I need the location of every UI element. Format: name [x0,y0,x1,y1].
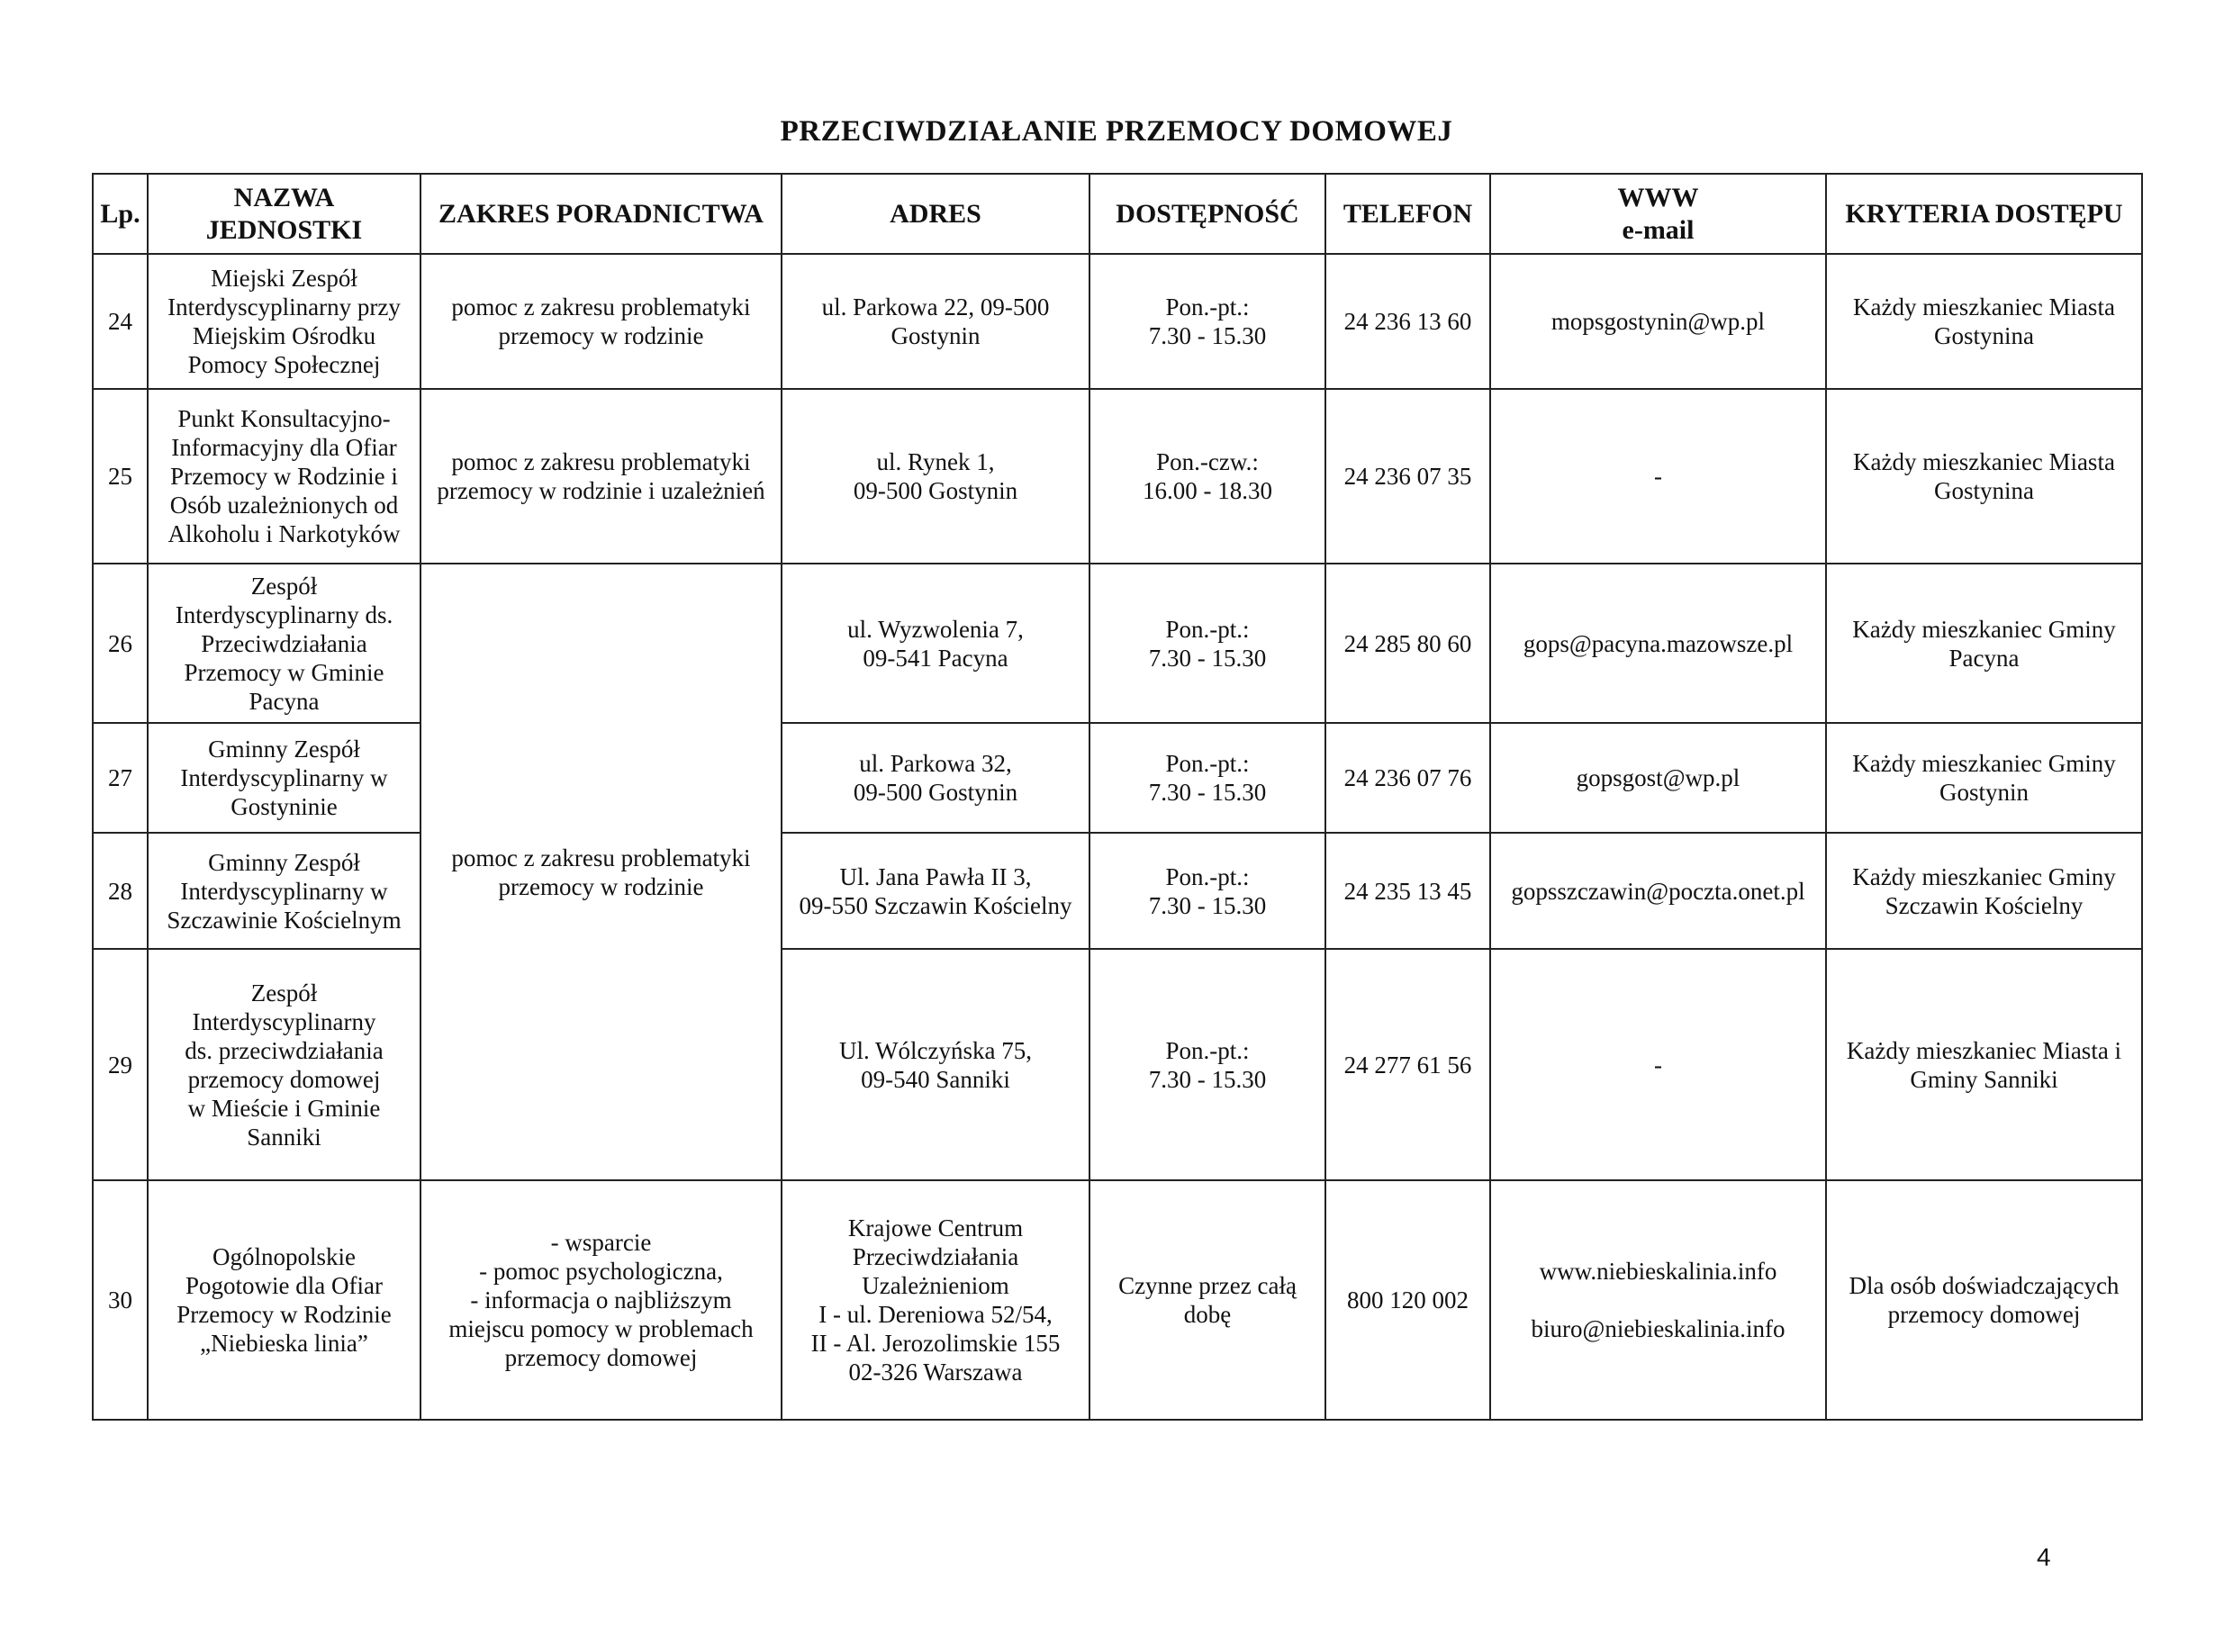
header-adres: ADRES [782,174,1089,254]
header-nazwa: NAZWA JEDNOSTKI [148,174,420,254]
cell-adres: ul. Parkowa 32, 09-500 Gostynin [782,723,1089,833]
table-row [93,833,2142,949]
cell-email: gopsszczawin@poczta.onet.pl [1490,833,1826,949]
cell-lp: 24 [93,254,148,389]
header-telefon: TELEFON [1325,174,1490,254]
services-table [92,173,2143,1421]
cell-lp: 25 [93,389,148,564]
cell-lp: 30 [93,1180,148,1420]
cell-adres: Ul. Jana Pawła II 3, 09-550 Szczawin Kościelny [782,833,1089,949]
cell-dostepnosc: Pon.-pt.: 7.30 - 15.30 [1089,833,1325,949]
cell-telefon: 24 277 61 56 [1325,949,1490,1180]
table-row [93,389,2142,564]
cell-telefon: 24 285 80 60 [1325,564,1490,723]
table-row [93,723,2142,833]
cell-telefon: 800 120 002 [1325,1180,1490,1420]
table-header-row [93,174,2142,254]
cell-nazwa: Ogólnopolskie Pogotowie dla Ofiar Przemocy w Rodzinie „Niebieska linia” [148,1180,420,1420]
header-kryteria: KRYTERIA DOSTĘPU [1826,174,2142,254]
cell-nazwa: Gminny Zespół Interdyscyplinarny w Szczawinie Kościelnym [148,833,420,949]
cell-adres: Krajowe Centrum Przeciwdziałania Uzależnieniom I - ul. Dereniowa 52/54, II - Al. Jerozolimskie 155 02-326 Warszawa [782,1180,1089,1420]
cell-email: gopsgost@wp.pl [1490,723,1826,833]
cell-zakres: pomoc z zakresu problematyki przemocy w rodzinie [420,254,782,389]
cell-nazwa: Punkt Konsultacyjno- Informacyjny dla Ofiar Przemocy w Rodzinie i Osób uzależnionych od Alkoholu i Narkotyków [148,389,420,564]
cell-lp: 26 [93,564,148,723]
cell-dostepnosc: Pon.-pt.: 7.30 - 15.30 [1089,254,1325,389]
cell-lp: 28 [93,833,148,949]
cell-kryteria: Każdy mieszkaniec Miasta Gostynina [1826,254,2142,389]
page-number: 4 [2037,1543,2051,1571]
cell-telefon: 24 236 07 35 [1325,389,1490,564]
cell-adres: Ul. Wólczyńska 75, 09-540 Sanniki [782,949,1089,1180]
cell-email: gops@pacyna.mazowsze.pl [1490,564,1826,723]
cell-email: mopsgostynin@wp.pl [1490,254,1826,389]
cell-zakres: pomoc z zakresu problematyki przemocy w rodzinie i uzależnień [420,389,782,564]
cell-telefon: 24 236 07 76 [1325,723,1490,833]
cell-www-email: www.niebieskalinia.info biuro@niebieskalinia.info [1490,1180,1826,1420]
table-row [93,1180,2142,1420]
cell-adres: ul. Rynek 1, 09-500 Gostynin [782,389,1089,564]
cell-kryteria: Każdy mieszkaniec Gminy Pacyna [1826,564,2142,723]
cell-nazwa: Gminny Zespół Interdyscyplinarny w Gostyninie [148,723,420,833]
table-row [93,254,2142,389]
cell-dostepnosc: Pon.-pt.: 7.30 - 15.30 [1089,723,1325,833]
cell-kryteria: Każdy mieszkaniec Gminy Szczawin Kościelny [1826,833,2142,949]
cell-dostepnosc: Pon.-pt.: 7.30 - 15.30 [1089,564,1325,723]
cell-nazwa: Miejski Zespół Interdyscyplinarny przy Miejskim Ośrodku Pomocy Społecznej [148,254,420,389]
cell-dostepnosc: Pon.-czw.: 16.00 - 18.30 [1089,389,1325,564]
table-row [93,949,2142,1180]
cell-kryteria: Każdy mieszkaniec Gminy Gostynin [1826,723,2142,833]
header-zakres: ZAKRES PORADNICTWA [420,174,782,254]
cell-lp: 29 [93,949,148,1180]
cell-kryteria: Każdy mieszkaniec Miasta i Gminy Sanniki [1826,949,2142,1180]
table-row [93,564,2142,723]
cell-email: - [1490,389,1826,564]
cell-email: - [1490,949,1826,1180]
header-lp: Lp. [93,174,148,254]
header-www: WWW e-mail [1490,174,1826,254]
cell-dostepnosc: Pon.-pt.: 7.30 - 15.30 [1089,949,1325,1180]
cell-telefon: 24 235 13 45 [1325,833,1490,949]
cell-adres: ul. Wyzwolenia 7, 09-541 Pacyna [782,564,1089,723]
cell-kryteria: Dla osób doświadczających przemocy domowej [1826,1180,2142,1420]
cell-telefon: 24 236 13 60 [1325,254,1490,389]
cell-adres: ul. Parkowa 22, 09-500 Gostynin [782,254,1089,389]
cell-nazwa: Zespół Interdyscyplinarny ds. Przeciwdziałania Przemocy w Gminie Pacyna [148,564,420,723]
cell-lp: 27 [93,723,148,833]
cell-zakres: - wsparcie - pomoc psychologiczna, - informacja o najbliższym miejscu pomocy w problemach przemocy domowej [420,1180,782,1420]
cell-kryteria: Każdy mieszkaniec Miasta Gostynina [1826,389,2142,564]
cell-nazwa: Zespół Interdyscyplinarny ds. przeciwdziałania przemocy domowej w Mieście i Gminie Sanniki [148,949,420,1180]
header-dostepnosc: DOSTĘPNOŚĆ [1089,174,1325,254]
cell-zakres-shared: pomoc z zakresu problematyki przemocy w rodzinie [420,564,782,1180]
cell-dostepnosc: Czynne przez całą dobę [1089,1180,1325,1420]
page-title: PRZECIWDZIAŁANIE PRZEMOCY DOMOWEJ [780,115,1453,148]
